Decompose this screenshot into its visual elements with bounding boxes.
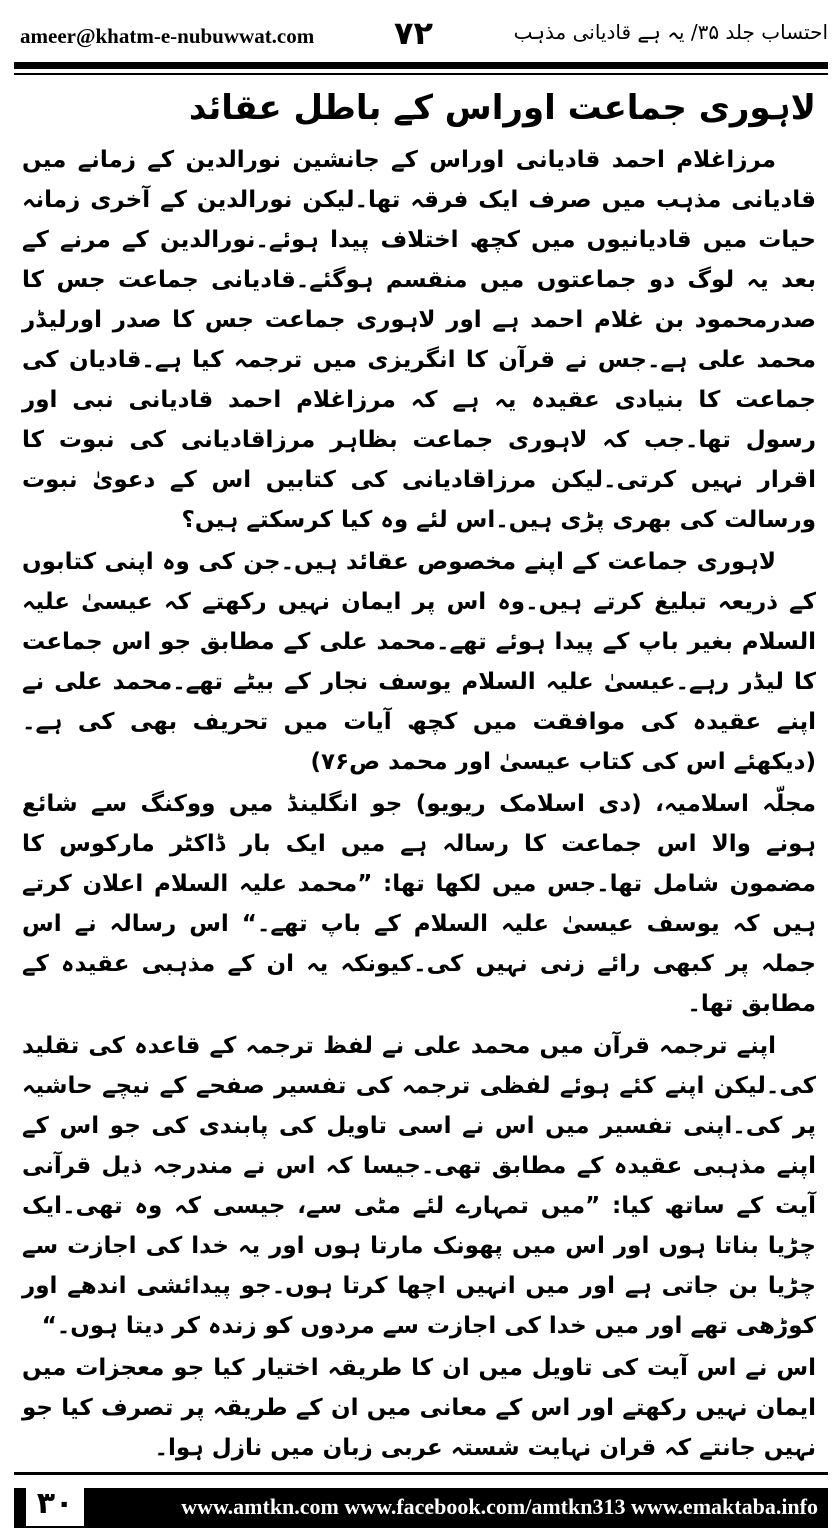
paragraph-5: اس نے اس آیت کی تاویل میں ان کا طریقہ اختیار کیا جو معجزات میں ایمان نہیں رکھتے اور اس کے معانی میں ان کے طریقہ پر تصرف کیا جو نہیں جانتے کہ قران نہایت شستہ عربی زبان میں نازل ہوا۔: [22, 1355, 816, 1461]
header-rule-thin: [14, 73, 828, 75]
header-email: ameer@khatm-e-nubuwwat.com: [20, 24, 315, 48]
article-body: [22, 80, 816, 1470]
footer-rule: [14, 1472, 828, 1475]
footer-page-number: ۳۰: [26, 1482, 84, 1526]
paragraph-3: مجلّہ اسلامیہ، (دی اسلامک ریویو) جو انگلینڈ میں ووکنگ سے شائع ہونے والا اس جماعت کا رسالہ ہے میں ایک بار ڈاکٹر مارکوس کا مضمون شامل تھا۔جس میں لکھا تھا: ”محمد علیہ السلام اعلان کرتے ہیں کہ یوسف عیسیٰ علیہ السلام کے باپ تھے۔“ اس رسالہ نے اس جملہ پر کبھی رائے زنی نہیں کی۔کیونکہ یہ ان کے مذہبی عقیدہ کے مطابق تھا۔: [22, 791, 816, 1017]
paragraph-4: اپنے ترجمہ قرآن میں محمد علی نے لفظ ترجمہ کے قاعدہ کی تقلید کی۔لیکن اپنے کئے ہوئے لفظی ترجمہ کی تفسیر صفحے کے نیچے حاشیہ پر کی۔اپنی تفسیر میں اس نے اسی تاویل کی پابندی کی جو اس کے اپنے مذہبی عقیدہ کے مطابق تھی۔جیسا کہ اس نے مندرجہ ذیل قرآنی آیت کے ساتھ کیا: ”میں تمہارے لئے مٹی سے، جیسی کہ وہ تھی۔ایک چڑیا بناتا ہوں اور اس میں پھونک مارتا ہوں اور یہ خدا کی اجازت سے چڑیا بن جاتی ہے اور میں انہیں اچھا کرتا ہوں۔جو پیدائشی اندھے اور کوڑھی تھے اور میں خدا کی اجازت سے مردوں کو زندہ کر دیتا ہوں۔“: [22, 1033, 816, 1339]
header-rule-thick: [14, 62, 828, 69]
header-book-title: احتساب جلد ۳۵/ یہ ہے قادیانی مذہب: [513, 20, 828, 44]
page-header: [14, 10, 828, 60]
page-footer: [14, 1472, 828, 1530]
header-page-number: ۷۲: [394, 14, 434, 52]
paragraph-1: مرزاغلام احمد قادیانی اوراس کے جانشین نورالدین کے زمانے میں قادیانی مذہب میں صرف ایک فرقہ تھا۔لیکن نورالدین کے آخری زمانہ حیات میں قادیانیوں میں کچھ اختلاف پیدا ہوئے۔نورالدین کے مرنے کے بعد یہ لوگ دو جماعتوں میں منقسم ہوگئے۔قادیانی جماعت جس کا صدرمحمود بن غلام احمد ہے اور لاہوری جماعت جس کا صدر اورلیڈر محمد علی ہے۔جس نے قرآن کا انگریزی میں ترجمہ کیا ہے۔قادیان کی جماعت کا بنیادی عقیدہ یہ ہے کہ مرزاغلام احمد قادیانی نبی اور رسول تھا۔جب کہ لاہوری جماعت بظاہر مرزاقادیانی کی نبوت کا اقرار نہیں کرتی۔لیکن مرزاقادیانی کی کتابیں اس کے دعویٰ نبوت ورسالت کی بھری پڑی ہیں۔اس لئے وہ کیا کرسکتے ہیں؟: [22, 147, 816, 533]
footer-urls: www.amtkn.com www.facebook.com/amtkn313 www.emaktaba.info: [181, 1494, 818, 1519]
article-heading: لاہوری جماعت اوراس کے باطل عقائد: [188, 88, 816, 128]
footer-bar: [14, 1488, 828, 1528]
paragraph-2: لاہوری جماعت کے اپنے مخصوص عقائد ہیں۔جن کی وہ اپنی کتابوں کے ذریعہ تبلیغ کرتے ہیں۔وہ اس پر ایمان نہیں رکھتے کہ عیسیٰ علیہ السلام بغیر باپ کے پیدا ہوئے تھے۔محمد علی کے مطابق جو اس جماعت کا لیڈر رہے۔عیسیٰ علیہ السلام یوسف نجار کے بیٹے تھے۔محمد علی نے اپنے عقیدہ کی موافقت میں کچھ آیات میں تحریف بھی کی ہے۔ (دیکھئے اس کی کتاب عیسیٰ اور محمد ص۷۶): [22, 549, 816, 775]
